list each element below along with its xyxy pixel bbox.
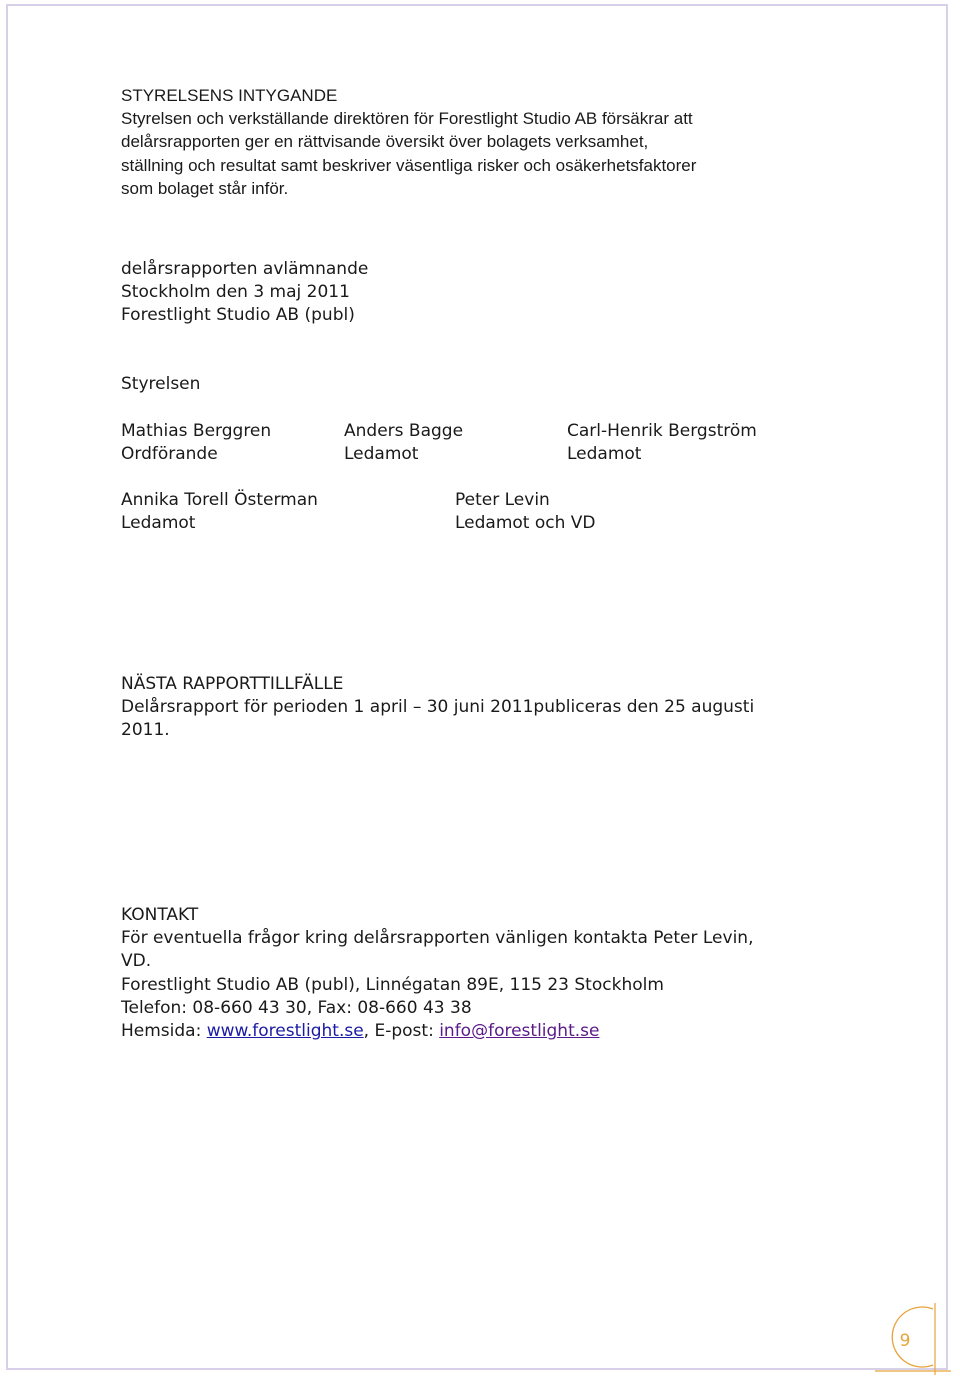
email-link[interactable]: info@forestlight.se xyxy=(439,1021,600,1042)
next-report-section xyxy=(121,673,754,743)
member-role: Ledamot och VD xyxy=(455,513,596,534)
member-name: Carl-Henrik Bergström xyxy=(567,421,757,441)
page-number: 9 xyxy=(899,1331,911,1351)
signoff-section xyxy=(121,258,368,328)
board-member xyxy=(121,420,271,466)
signoff-line: Forestlight Studio AB (publ) xyxy=(121,305,355,326)
member-name: Anders Bagge xyxy=(344,421,464,441)
contact-line: Forestlight Studio AB (publ), Linnégatan 89E, 115 23 Stockholm xyxy=(121,974,664,995)
member-role: Ledamot xyxy=(567,444,642,465)
next-report-line: Delårsrapport för perioden 1 april – 30 juni 2011publiceras den 25 augusti xyxy=(121,697,755,718)
statement-line: som bolaget står inför. xyxy=(121,178,289,198)
member-role: Ordförande xyxy=(121,444,218,465)
board-member xyxy=(567,420,757,466)
member-name: Annika Torell Österman xyxy=(121,490,318,510)
website-label: Hemsida: xyxy=(121,1021,207,1042)
member-role: Ledamot xyxy=(344,444,419,465)
contact-line: VD. xyxy=(121,951,152,972)
statement-heading: STYRELSENS INTYGANDE xyxy=(121,86,338,105)
contact-links-line xyxy=(121,1020,753,1043)
statement-line: Styrelsen och verkställande direktören för Forestlight Studio AB försäkrar att xyxy=(121,109,693,129)
member-role: Ledamot xyxy=(121,513,196,534)
contact-heading: KONTAKT xyxy=(121,905,199,925)
contact-line: För eventuella frågor kring delårsrapporten vänligen kontakta Peter Levin, xyxy=(121,928,754,949)
member-name: Peter Levin xyxy=(455,490,550,510)
member-name: Mathias Berggren xyxy=(121,421,272,441)
board-member xyxy=(344,420,463,466)
website-link[interactable]: www.forestlight.se xyxy=(206,1021,364,1042)
signoff-line: delårsrapporten avlämnande xyxy=(121,259,369,279)
next-report-line: 2011. xyxy=(121,720,170,741)
statement-line: ställning och resultat samt beskriver väsentliga risker och osäkerhetsfaktorer xyxy=(121,155,697,175)
board-heading: Styrelsen xyxy=(121,374,201,394)
page-number-badge xyxy=(875,1303,951,1375)
contact-section xyxy=(121,904,753,1043)
statement-section xyxy=(121,84,696,200)
email-label: , E-post: xyxy=(363,1021,440,1042)
statement-line: delårsrapporten ger en rättvisande översikt över bolagets verksamhet, xyxy=(121,132,649,152)
board-member xyxy=(455,489,596,535)
signoff-line: Stockholm den 3 maj 2011 xyxy=(121,282,350,303)
next-report-heading: NÄSTA RAPPORTTILLFÄLLE xyxy=(121,674,344,694)
contact-line: Telefon: 08-660 43 30, Fax: 08-660 43 38 xyxy=(121,997,472,1018)
board-member xyxy=(121,489,318,535)
